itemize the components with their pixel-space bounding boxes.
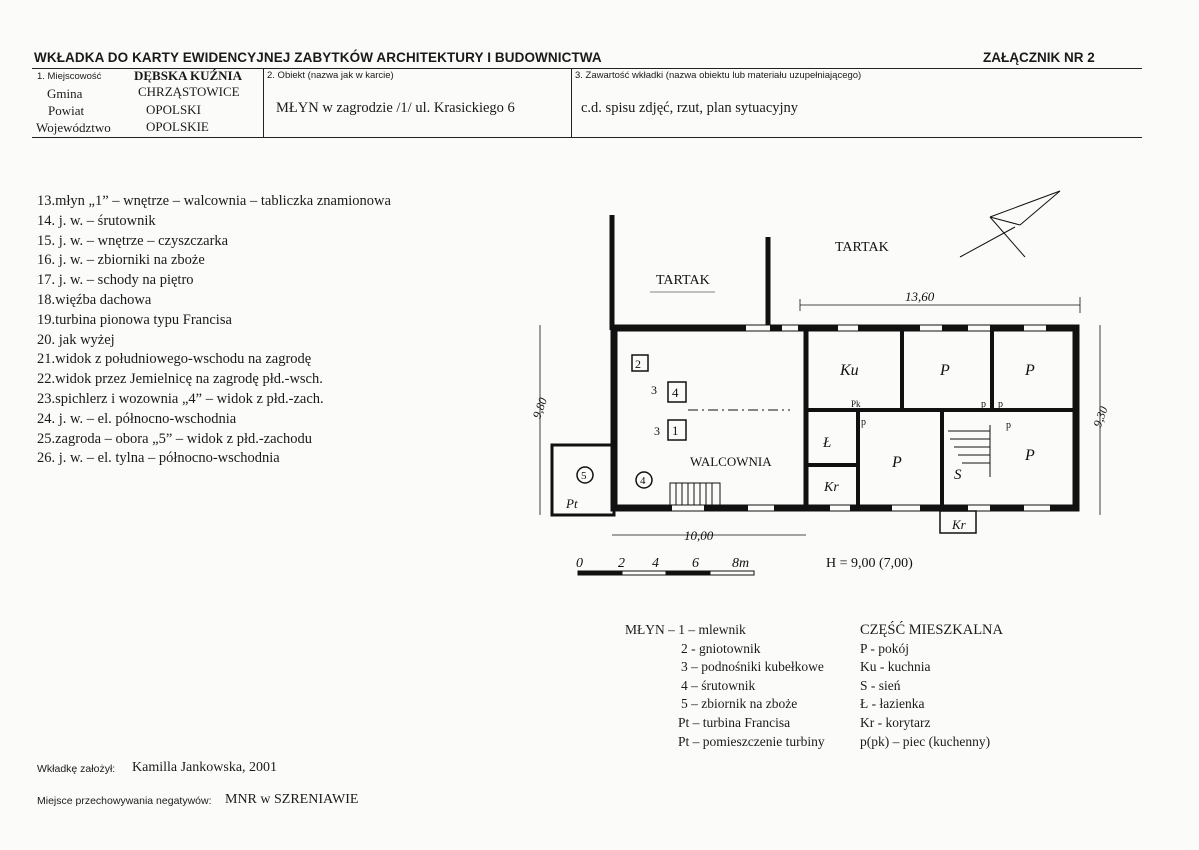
north-arrow-icon xyxy=(960,191,1060,257)
stove-2: p xyxy=(981,399,986,410)
dim-left: 9,80 xyxy=(529,395,550,421)
legend-item: 3 – podnośniki kubełkowe xyxy=(681,659,824,675)
voivodeship-label: Województwo xyxy=(36,120,111,135)
tartak-label-left: TARTAK xyxy=(656,273,710,288)
form-title: WKŁADKA DO KARTY EWIDENCYJNEJ ZABYTKÓW ARCHITEKTURY I BUDOWNICTWA xyxy=(34,50,602,65)
legend-item: P - pokój xyxy=(860,640,910,656)
scale-label-2: 2 xyxy=(618,556,625,571)
legend-item: Ku - kuchnia xyxy=(860,659,931,675)
scale-label-8: 8m xyxy=(732,556,750,571)
legend-item: S - sień xyxy=(860,677,901,693)
scale-label-6: 6 xyxy=(692,556,699,571)
stove-kitchen: Pk xyxy=(851,399,861,409)
marker-3a: 3 xyxy=(651,383,657,397)
marker-4a: 4 xyxy=(672,385,679,400)
contents-label: 3. Zawartość wkładki (nazwa obiektu lub materiału uzupełniającego) xyxy=(575,70,862,81)
object-label: 2. Obiekt (nazwa jak w karcie) xyxy=(267,70,394,81)
height-note: H = 9,00 (7,00) xyxy=(826,556,913,571)
header-bottom-rule xyxy=(32,137,1142,138)
list-item: 22.widok przez Jemielnicę na zagrodę płd.-wsch. xyxy=(37,371,323,388)
legend-item: Kr - korytarz xyxy=(860,714,931,730)
dim-bottom: 10,00 xyxy=(684,528,714,543)
legend-item: MŁYN – 1 – mlewnik xyxy=(625,622,746,637)
room-sien: S xyxy=(954,467,962,483)
object-value: MŁYN w zagrodzie /1/ ul. Krasickiego 6 xyxy=(276,100,515,116)
room-pokoj-3: P xyxy=(892,454,902,471)
list-item: 20. jak wyżej xyxy=(37,331,115,348)
list-item: 19.turbina pionowa typu Francisa xyxy=(37,311,232,328)
room-korytarz-1: Kr xyxy=(824,480,839,495)
list-item: 14. j. w. – śrutownik xyxy=(37,212,156,229)
legend-item: 2 - gniotownik xyxy=(681,640,761,656)
gmina-value: CHRZĄSTOWICE xyxy=(138,84,240,99)
scale-label-0: 0 xyxy=(576,556,583,571)
scale-label-4: 4 xyxy=(652,556,659,571)
list-item: 15. j. w. – wnętrze – czyszczarka xyxy=(37,232,229,249)
legend-residential-title: CZĘŚĆ MIESZKALNA xyxy=(860,622,1003,638)
list-item: 16. j. w. – zbiorniki na zboże xyxy=(37,252,205,269)
room-korytarz-2: Kr xyxy=(952,517,966,532)
floor-plan xyxy=(520,185,1120,585)
list-item: 13.młyn „1” – wnętrze – walcownia – tabliczka znamionowa xyxy=(37,193,391,209)
marker-5: 5 xyxy=(581,470,587,482)
locality-value: DĘBSKA KUŹNIA xyxy=(134,68,242,83)
legend-item: Pt – pomieszczenie turbiny xyxy=(678,733,825,749)
header-divider-1 xyxy=(263,68,264,137)
list-item: 25.zagroda – obora „5” – widok z płd.-zachodu xyxy=(37,430,312,447)
tartak-label-right: TARTAK xyxy=(835,240,889,255)
marker-1: 1 xyxy=(672,423,679,438)
voivodeship-value: OPOLSKIE xyxy=(146,119,209,134)
marker-1b: 1 xyxy=(651,437,652,438)
list-item: 26. j. w. – el. tylna – północno-wschodnia xyxy=(37,450,280,467)
gmina-label: Gmina xyxy=(47,86,83,101)
annex-number: ZAŁĄCZNIK NR 2 xyxy=(983,50,1095,65)
legend-residential xyxy=(860,621,1003,751)
photo-list xyxy=(37,192,391,469)
marker-3b: 3 xyxy=(654,424,660,438)
contents-value: c.d. spisu zdjęć, rzut, plan sytuacyjny xyxy=(581,100,799,116)
legend-item: 5 – zbiornik na zboże xyxy=(681,696,798,712)
powiat-value: OPOLSKI xyxy=(146,102,201,117)
building-outline xyxy=(614,328,1076,508)
marker-4b: 4 xyxy=(640,475,646,487)
locality-label: 1. Miejscowość xyxy=(37,71,102,82)
stove-4: p xyxy=(1006,420,1011,431)
powiat-label: Powiat xyxy=(48,103,85,118)
stove-1: p xyxy=(861,417,866,428)
list-item: 17. j. w. – schody na piętro xyxy=(37,272,194,289)
list-item: 23.spichlerz i wozownia „4” – widok z płd.-zach. xyxy=(37,390,324,407)
room-pokoj-4: P xyxy=(1025,447,1035,464)
list-item: 18.więźba dachowa xyxy=(37,291,152,308)
stove-3: p xyxy=(998,399,1003,410)
dim-top: 13,60 xyxy=(905,289,935,304)
list-item: 24. j. w. – el. północno-wschodnia xyxy=(37,410,237,427)
legend-item: Ł - łazienka xyxy=(860,696,925,712)
legend-mill xyxy=(625,621,825,751)
list-item: 21.widok z południowego-wschodu na zagrodę xyxy=(37,351,312,368)
author-value: Kamilla Jankowska, 2001 xyxy=(132,760,278,775)
room-lazienka: Ł xyxy=(823,435,832,451)
header-divider-2 xyxy=(571,68,572,137)
legend-item: Pt – turbina Francisa xyxy=(678,714,791,730)
walcownia-label: WALCOWNIA xyxy=(690,454,772,469)
room-pokoj-1: P xyxy=(940,362,950,379)
legend-item: p(pk) – piec (kuchenny) xyxy=(860,733,991,749)
legend-item: 4 – śrutownik xyxy=(681,677,756,693)
room-kuchnia: Ku xyxy=(840,362,859,379)
storage-value: MNR w SZRENIAWIE xyxy=(225,792,359,807)
marker-2: 2 xyxy=(635,357,641,371)
storage-label: Miejsce przechowywania negatywów: xyxy=(37,795,212,807)
room-pokoj-2: P xyxy=(1025,362,1035,379)
room-turbine: Pt xyxy=(566,496,578,511)
dim-right: 9,30 xyxy=(1090,404,1111,430)
author-label: Wkładkę założył: xyxy=(37,763,116,775)
